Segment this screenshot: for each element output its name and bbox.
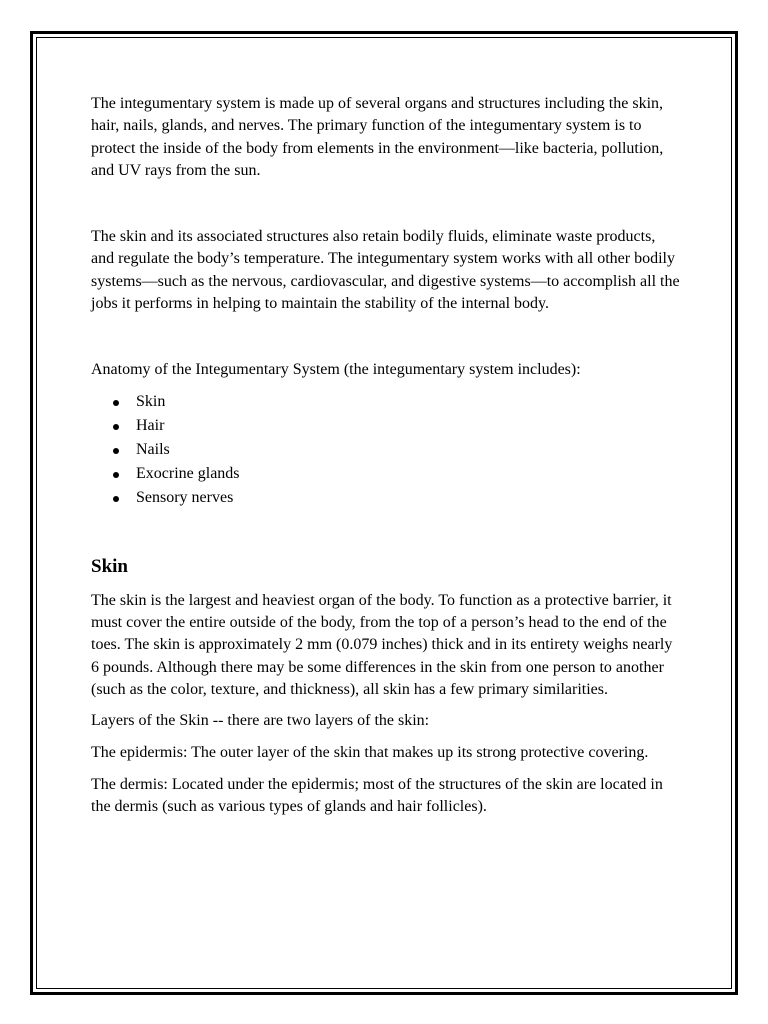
skin-description-paragraph: The skin is the largest and heaviest organ of the body. To function as a protective barrier, it must cover the entire outside of the body, from the top of a person’s head to the end of the toes. The skin is approximately 2 mm (0.079 inches) thick and in its entirety weighs nearly 6 pounds. Although there may be some differences in the skin from one person to another (such as the color, texture, and thickness), all skin has a few primary similarities. [91, 591, 673, 698]
list-item [91, 438, 681, 462]
functions-paragraph: The skin and its associated structures also retain bodily fluids, eliminate waste products, and regulate the body’s temperature. The integumentary system works with all other bodily systems—such as the nervous, cardiovascular, and digestive systems—to accomplish all the jobs it performs in helping to maintain the stability of the internal body. [91, 228, 680, 313]
layers-intro-paragraph: Layers of the Skin -- there are two layers of the skin: [91, 712, 430, 730]
list-item [91, 414, 681, 438]
skin-heading: Skin [91, 555, 128, 577]
dermis-paragraph: The dermis: Located under the epidermis; most of the structures of the skin are located in the dermis (such as various types of glands and hair follicles). [91, 775, 663, 816]
bullet-icon [113, 472, 119, 478]
list-item-label: Nails [136, 441, 170, 459]
bullet-icon [113, 448, 119, 454]
epidermis-paragraph: The epidermis: The outer layer of the skin that makes up its strong protective covering. [91, 744, 649, 762]
list-item-label: Hair [136, 416, 165, 434]
list-item-label: Skin [136, 392, 166, 410]
list-item-label: Sensory nerves [136, 489, 234, 507]
list-item [91, 390, 681, 414]
document-body [91, 93, 681, 818]
anatomy-intro-paragraph: Anatomy of the Integumentary System (the integumentary system includes): [91, 361, 581, 379]
intro-paragraph: The integumentary system is made up of several organs and structures including the skin, hair, nails, glands, and nerves. The primary function of the integumentary system is to protect the inside of the body from elements in the environment—like bacteria, pollution, and UV rays from the sun. [91, 95, 664, 179]
bullet-icon [113, 424, 119, 430]
anatomy-list [91, 390, 681, 511]
list-item [91, 462, 681, 486]
bullet-icon [113, 496, 119, 502]
bullet-icon [113, 400, 119, 406]
list-item [91, 486, 681, 510]
list-item-label: Exocrine glands [136, 465, 240, 483]
